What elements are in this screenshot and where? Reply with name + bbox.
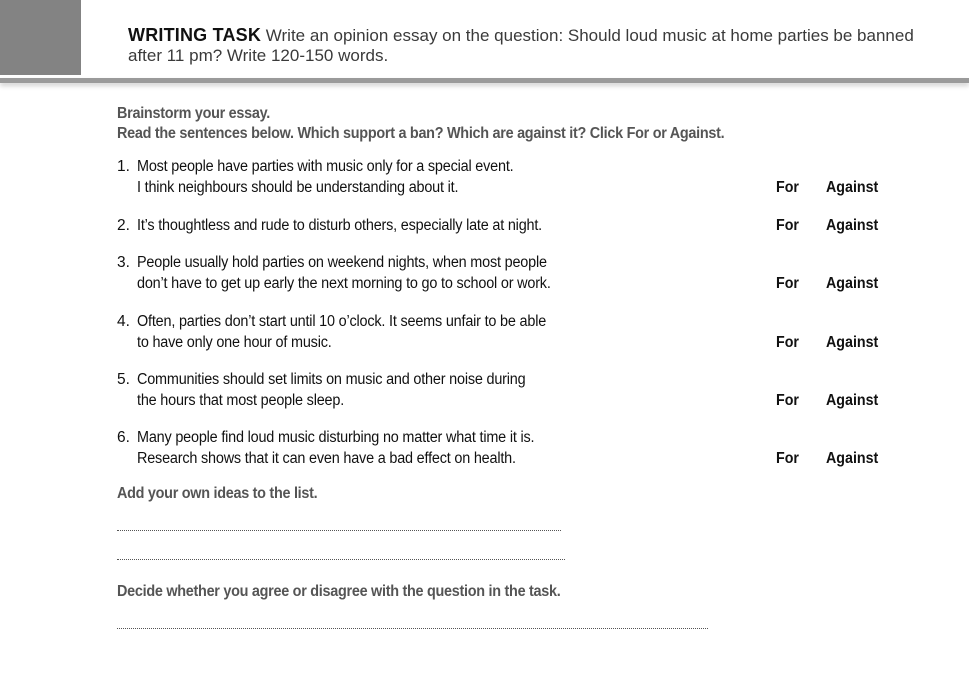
item-text-line2: don’t have to get up early the next morning to go to school or work. [137,275,551,292]
item-text-line1: Most people have parties with music only for a special event. [137,158,514,175]
item-number: 1. [117,158,130,175]
own-idea-input-2[interactable] [117,559,565,560]
item-text-line1: Many people find loud music disturbing no matter what time it is. [137,429,535,446]
item-text-line1: People usually hold parties on weekend nights, when most people [137,254,547,271]
item-text-line2: Research shows that it can even have a bad effect on health. [137,450,516,467]
header-divider [0,78,969,83]
own-idea-input-1[interactable] [117,530,561,531]
statement-item-3 [117,252,887,294]
task-text: Write an opinion essay on the question: Should loud music at home parties be banned after 11 pm? Write 120-150 words. [128,26,914,65]
for-button-1[interactable]: For [776,179,799,196]
item-number: 2. [117,217,130,234]
task-header [0,0,969,80]
item-text-line1: Often, parties don’t start until 10 o’clock. It seems unfair to be able [137,313,547,330]
task-description [128,25,918,66]
instruction-read: Read the sentences below. Which support a ban? Which are against it? Click For or Against. [117,125,725,142]
statement-item-2 [117,215,887,236]
against-button-5[interactable]: Against [826,392,879,409]
item-text-line2: the hours that most people sleep. [137,392,345,409]
for-button-4[interactable]: For [776,334,799,351]
for-button-2[interactable]: For [776,217,799,234]
item-number: 5. [117,371,130,388]
for-button-3[interactable]: For [776,275,799,292]
against-button-6[interactable]: Against [826,450,879,467]
instruction-brainstorm: Brainstorm your essay. [117,105,271,122]
statement-item-4 [117,311,887,353]
item-text-line2: to have only one hour of music. [137,334,332,351]
decision-input[interactable] [117,628,708,629]
for-button-6[interactable]: For [776,450,799,467]
decision-prompt: Decide whether you agree or disagree with the question in the task. [117,583,561,600]
own-ideas-prompt: Add your own ideas to the list. [117,485,318,502]
against-button-2[interactable]: Against [826,217,879,234]
against-button-3[interactable]: Against [826,275,879,292]
item-text-line1: Communities should set limits on music and other noise during [137,371,526,388]
statement-item-6 [117,427,887,469]
item-number: 3. [117,254,130,271]
header-grey-block [0,0,81,75]
against-button-4[interactable]: Against [826,334,879,351]
against-button-1[interactable]: Against [826,179,879,196]
item-number: 6. [117,429,130,446]
statement-item-1 [117,156,887,198]
item-number: 4. [117,313,130,330]
item-text-line1: It’s thoughtless and rude to disturb others, especially late at night. [137,217,543,234]
statement-item-5 [117,369,887,411]
item-text-line2: I think neighbours should be understanding about it. [137,179,459,196]
for-button-5[interactable]: For [776,392,799,409]
task-label: WRITING TASK [128,25,262,45]
